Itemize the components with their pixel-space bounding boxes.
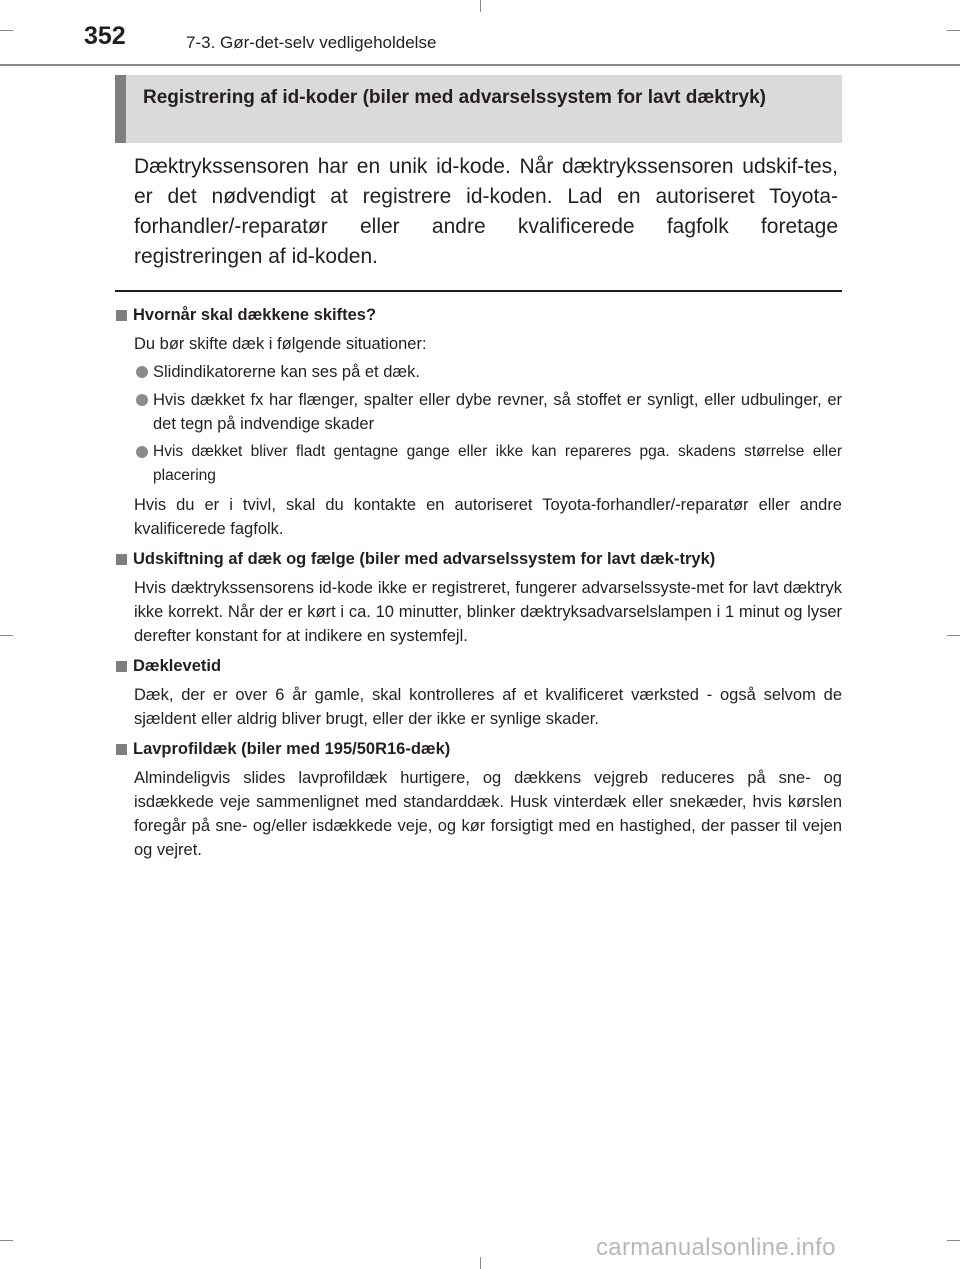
bullet-item [115, 440, 842, 488]
crop-mark [947, 30, 960, 31]
crop-mark [480, 0, 481, 12]
crop-mark [947, 1240, 960, 1241]
circle-bullet-icon [136, 394, 148, 406]
square-bullet-icon [116, 744, 127, 755]
square-bullet-icon [116, 554, 127, 565]
bullet-text: Hvis dækket fx har flænger, spalter eller dybe revner, så stoffet er synligt, eller udbulinger, er det tegn på indvendige skader [153, 391, 842, 433]
note-paragraph: Almindeligvis slides lavprofildæk hurtigere, og dækkens vejgreb reduceres på sne- og isdækkede veje sammenlignet med standarddæk. Husk vinterdæk eller snekæder, hvis kørslen foregår på sne- og/eller isdækkede veje, og kør forsigtigt med en hastighed, der passer til vejen og vejret. [134, 769, 842, 859]
crop-mark [0, 635, 13, 636]
crop-mark [480, 1257, 481, 1269]
section-title-box [115, 75, 842, 143]
square-bullet-icon [116, 661, 127, 672]
page-number: 352 [84, 22, 126, 50]
section-lead-paragraph: Dæktrykssensoren har en unik id-kode. Når dæktrykssensoren udskif-tes, er det nødvendigt at registrere id-koden. Lad en autoriseret Toyota-forhandler/-reparatør eller andre kvalificerede fagfolk foretage registreringen af id-koden. [134, 155, 838, 268]
watermark: carmanualsonline.info [596, 1234, 836, 1261]
note-paragraph: Hvis dæktrykssensorens id-kode ikke er registreret, fungerer advarselssyste-met for lavt dæktryk ikke korrekt. Når der er kørt i ca. 10 minutter, blinker dæktryksadvarselslampen i 1 minut og lyser derefter konstant for at indikere en systemfejl. [134, 579, 842, 645]
note-heading [115, 547, 842, 571]
header-divider [0, 64, 960, 66]
square-bullet-icon [116, 310, 127, 321]
circle-bullet-icon [136, 446, 148, 458]
section-title: Registrering af id-koder (biler med advarselssystem for lavt dæktryk) [143, 87, 766, 108]
notes-section [115, 299, 842, 862]
note-paragraph: Du bør skifte dæk i følgende situationer: [134, 335, 427, 353]
note-heading [115, 654, 842, 678]
bullet-text: Hvis dækket bliver fladt gentagne gange eller ikke kan repareres pga. skadens størrelse eller placering [153, 443, 842, 484]
circle-bullet-icon [136, 366, 148, 378]
note-heading [115, 737, 842, 761]
note-paragraph: Hvis du er i tvivl, skal du kontakte en autoriseret Toyota-forhandler/-reparatør eller andre kvalificerede fagfolk. [134, 496, 842, 538]
note-paragraph: Dæk, der er over 6 år gamle, skal kontrolleres af et kvalificeret værksted - også selvom de sjældent eller aldrig bliver brugt, eller der ikke er synlige skader. [134, 686, 842, 728]
crop-mark [0, 1240, 13, 1241]
note-heading-text: Lavprofildæk (biler med 195/50R16-dæk) [133, 740, 451, 758]
bullet-text: Slidindikatorerne kan ses på et dæk. [153, 363, 420, 381]
bullet-item [115, 360, 842, 384]
chapter-title: 7-3. Gør-det-selv vedligeholdelse [186, 33, 437, 52]
crop-mark [0, 30, 13, 31]
note-heading-text: Dæklevetid [133, 657, 222, 675]
crop-mark [947, 635, 960, 636]
note-heading-text: Udskiftning af dæk og fælge (biler med advarselssystem for lavt dæk-tryk) [133, 550, 716, 568]
note-heading [115, 303, 842, 327]
bullet-item [115, 388, 842, 436]
note-heading-text: Hvornår skal dækkene skiftes? [133, 306, 377, 324]
notes-divider [115, 290, 842, 292]
